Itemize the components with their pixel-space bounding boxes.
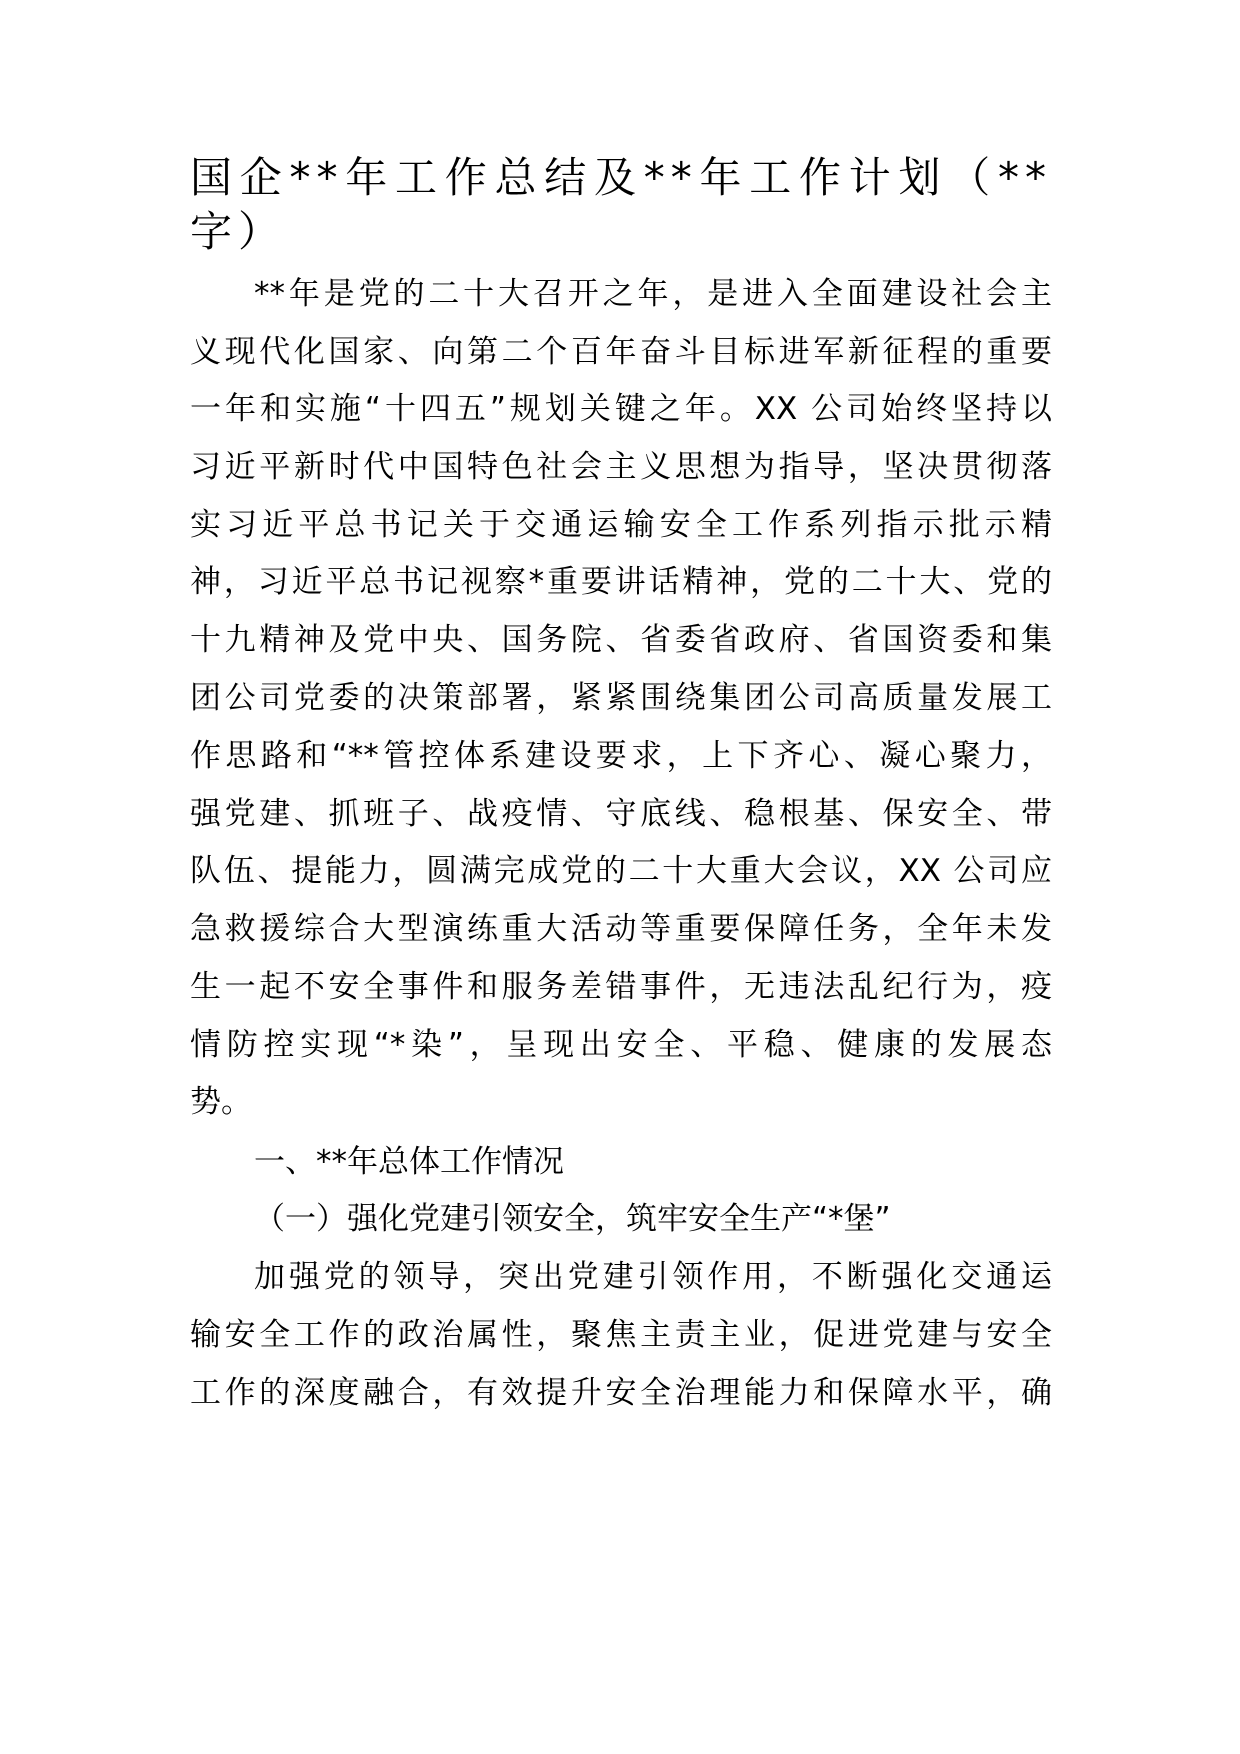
- intro-paragraph-line: 习近平新时代中国特色社会主义思想为指导，坚决贯彻落: [190, 449, 1052, 485]
- intro-paragraph-line: 实习近平总书记关于交通运输安全工作系列指示批示精: [190, 507, 1052, 543]
- intro-paragraph-line: 队伍、提能力，圆满完成党的二十大重大会议，XX 公司应: [190, 853, 1052, 889]
- section-paragraph-line: 加强党的领导，突出党建引领作用，不断强化交通运: [254, 1259, 1052, 1295]
- intro-paragraph-line: 神，习近平总书记视察*重要讲话精神，党的二十大、党的: [190, 564, 1052, 600]
- intro-paragraph-line: 强党建、抓班子、战疫情、守底线、稳根基、保安全、带: [190, 796, 1052, 832]
- intro-paragraph-line: 急救援综合大型演练重大活动等重要保障任务，全年未发: [190, 911, 1052, 947]
- intro-paragraph-line: 十九精神及党中央、国务院、省委省政府、省国资委和集: [190, 622, 1052, 658]
- subsection-heading: （一）强化党建引领安全，筑牢安全生产“*堡”: [254, 1201, 891, 1237]
- document-title-line-1: 国企**年工作总结及**年工作计划（**: [190, 153, 1052, 202]
- intro-paragraph-line: 生一起不安全事件和服务差错事件，无违法乱纪行为，疫: [190, 969, 1052, 1005]
- section-paragraph-line: 输安全工作的政治属性，聚焦主责主业，促进党建与安全: [190, 1317, 1052, 1353]
- intro-paragraph-line: 作思路和“**管控体系建设要求，上下齐心、凝心聚力，: [190, 738, 1052, 774]
- document-title-line-2: 字）: [190, 207, 287, 256]
- intro-paragraph-line: **年是党的二十大召开之年，是进入全面建设社会主: [254, 276, 1052, 312]
- section-heading: 一、**年总体工作情况: [254, 1144, 564, 1180]
- intro-paragraph-line: 义现代化国家、向第二个百年奋斗目标进军新征程的重要: [190, 334, 1052, 370]
- intro-paragraph-line: 一年和实施“十四五”规划关键之年。XX 公司始终坚持以: [190, 391, 1052, 427]
- section-paragraph-line: 工作的深度融合，有效提升安全治理能力和保障水平，确: [190, 1375, 1052, 1411]
- intro-paragraph-line: 情防控实现“*染”，呈现出安全、平稳、健康的发展态: [190, 1027, 1052, 1063]
- intro-paragraph-line: 势。: [190, 1084, 252, 1120]
- intro-paragraph-line: 团公司党委的决策部署，紧紧围绕集团公司高质量发展工: [190, 680, 1052, 716]
